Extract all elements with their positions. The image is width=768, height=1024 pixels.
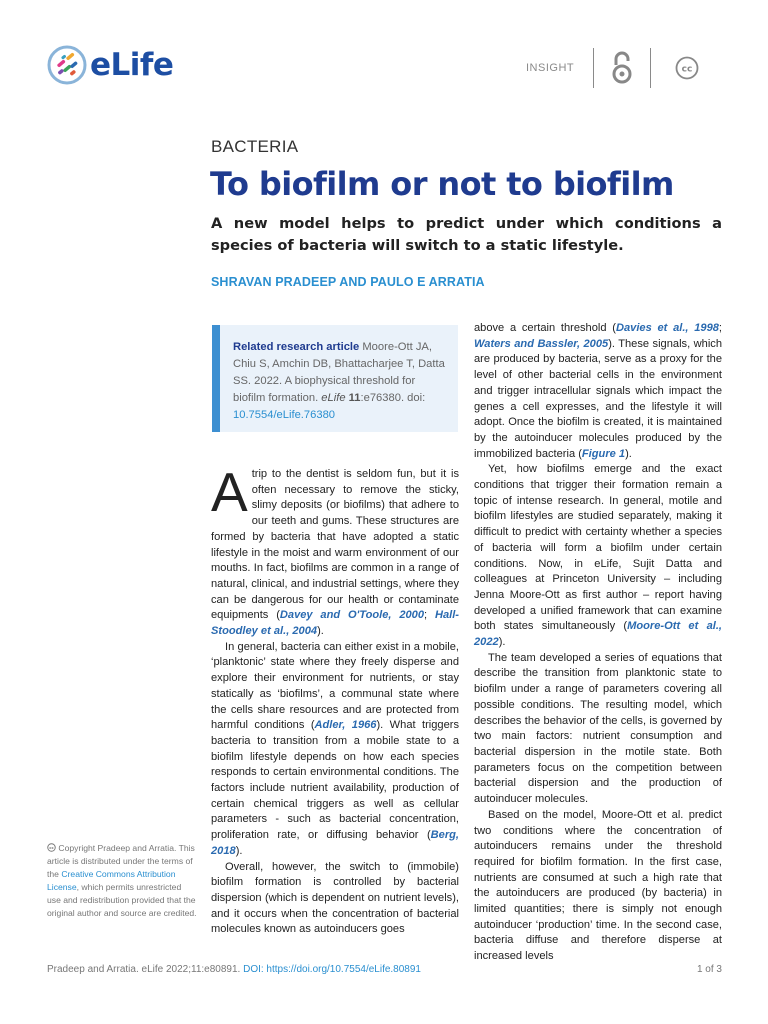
citation-link[interactable]: Davies et al., 1998 xyxy=(615,322,719,334)
footer-citation-text: Pradeep and Arratia. eLife 2022;11:e80891. xyxy=(47,964,244,975)
svg-text:cc: cc xyxy=(49,846,54,850)
copyright-notice xyxy=(47,842,197,920)
citation-link[interactable]: Berg, 2018 xyxy=(211,829,459,857)
svg-text:cc: cc xyxy=(681,64,693,75)
paragraph-text: Overall, however, the switch to (immobile) biofilm formation is controlled by bacterial dispersion (which is dependent on nutrient levels), and it occurs when the concentration of bacterial molecules known as autoinducers goes xyxy=(211,860,459,936)
paragraph-text: The team developed a series of equations that describe the transition from planktonic state to biofilm under a range of parameters covering all possible conditions. The resulting model, which describes the behavior of the cells, is governed by two main factors: nutrient consumption and bacterial dispersion in the motile state. Both parameters focus on the competition between bacterial dispersion and the production of autoinducer molecules. xyxy=(474,651,722,806)
paragraph xyxy=(474,462,722,650)
paragraph-text: ). xyxy=(317,625,324,638)
footer-citation xyxy=(47,964,421,975)
body-column-left xyxy=(211,461,460,938)
paragraph-text: ; xyxy=(718,322,722,334)
open-access-icon[interactable] xyxy=(610,50,634,86)
citation-link[interactable]: Moore-Ott et al., 2022 xyxy=(474,620,722,649)
copyright-text: , which permits unrestricted use and redistribution provided that the original author and source are credited. xyxy=(47,882,197,918)
paragraph xyxy=(474,651,722,808)
divider xyxy=(650,48,651,88)
paragraph-text: ; xyxy=(424,609,435,622)
paragraph-text: Based on the model, Moore-Ott et al. predict two conditions where the concentration of autoinducers remains under the threshold required for biofilm formation. In the first case, nutrients are consumed at such a high rate that the autoinducers are produced (by bacteria) in limited quantities; there is simply not enough autoinducer ‘production’ time. In the second case, bacteria diffuse and therefore disperse at increased levels xyxy=(474,808,722,963)
page-number: 1 of 3 xyxy=(696,964,722,975)
body-column-right xyxy=(474,321,722,965)
related-label: Related research article xyxy=(233,341,360,353)
related-journal: eLife xyxy=(321,392,346,404)
paragraph-text: In general, bacteria can either exist in a mobile, ‘planktonic’ state where they freely disperse and explore their environment for nutrients, or stay statically as ‘biofilms’, a communal state where the cells share resources and are protected from harmful conditions ( xyxy=(211,640,459,732)
creative-commons-icon xyxy=(47,843,56,852)
paragraph-text: ). What triggers bacteria to transition from a mobile state to a biofilm lifestyle depends on how each species responds to certain environmental conditions. The factors include nutrient availability, production of certain chemical triggers as well as cellular parameters - such as bacterial concentration, proliferation rate, or diffusing behavior ( xyxy=(211,719,460,842)
related-doi-link[interactable]: 10.7554/eLife.76380 xyxy=(233,409,336,421)
citation-link[interactable]: Adler, 1966 xyxy=(314,719,377,732)
paragraph-text: above a certain threshold ( xyxy=(474,322,616,334)
paragraph-text: trip to the dentist is seldom fun, but it is often necessary to remove the sticky, slimy deposits (or biofilms) that adhere to our teeth and gums. These structures are formed by bacteria that have adopted a static lifestyle in the moist and warm environment of our mouths. In fact, biofilms are common in a range of natural, clinical, and industrial settings, where they can be dangerous for our health or contaminate equipments ( xyxy=(211,468,459,622)
paragraph xyxy=(211,640,459,860)
paragraph xyxy=(474,321,722,462)
drop-cap: A xyxy=(211,461,248,523)
related-article-box xyxy=(212,325,458,432)
paragraph-text: Yet, how biofilms emerge and the exact conditions that trigger their formation remain a topic of intense research. In general, motile and biofilm lifestyles are studied separately, making it difficult to predict with certainty whether a species of bacteria will form a biofilm under certain conditions. Now, in eLife, Sujit Datta and colleagues at Princeton University – including Jenna Moore-Ott as first author – report having developed a unified framework that can examine both states simultaneously ( xyxy=(474,463,722,633)
paragraph xyxy=(474,808,722,965)
article-subtitle: A new model helps to predict under which conditions a species of bacteria will switch to a static lifestyle. xyxy=(211,215,722,254)
paragraph xyxy=(211,461,459,640)
copyright-text: Copyright Pradeep and Arratia. This article is distributed under the terms of the xyxy=(47,843,195,879)
citation-link[interactable]: Davey and O'Toole, 2000 xyxy=(279,609,425,622)
license-link[interactable]: Creative Commons Attribution License xyxy=(47,869,176,892)
creative-commons-icon[interactable] xyxy=(675,56,699,80)
citation-link[interactable]: Waters and Bassler, 2005 xyxy=(474,337,609,350)
elife-logo-icon xyxy=(47,45,87,85)
related-text: :e76380. doi: xyxy=(360,392,426,404)
article-type-label: INSIGHT xyxy=(526,62,575,74)
footer-doi-link[interactable]: DOI: https://doi.org/10.7554/eLife.80891 xyxy=(243,964,421,975)
paragraph-text: ). xyxy=(498,636,506,649)
header-badges xyxy=(526,48,699,88)
related-volume: 11 xyxy=(348,392,361,404)
article-title: To biofilm or not to biofilm xyxy=(210,165,674,203)
divider xyxy=(593,48,594,88)
paragraph-text: ). These signals, which are produced by bacteria, serve as a proxy for the level of other bacterial cells in the environment and trigger intracellular signals which impact the genes a cell expresses, and the lifestyle it will adopt. Once the biofilm is created, it is maintained by the autoinducer molecules produced by the immobilized bacteria ( xyxy=(474,337,723,460)
elife-logo[interactable] xyxy=(47,45,173,85)
figure-link[interactable]: Figure 1 xyxy=(581,447,626,460)
author-list[interactable]: SHRAVAN PRADEEP AND PAULO E ARRATIA xyxy=(211,275,485,289)
paragraph xyxy=(211,860,459,939)
citation-link[interactable]: Hall-Stoodley et al., 2004 xyxy=(211,609,459,638)
related-text: Moore-Ott JA, Chiu S, Amchin DB, Bhattacharjee T, Datta SS. 2022. A biophysical threshold for biofilm formation. xyxy=(233,341,445,404)
subject-kicker: BACTERIA xyxy=(211,137,299,156)
logo-text: eLife xyxy=(90,47,174,83)
paragraph-text: ). xyxy=(625,447,632,460)
paragraph-text: ). xyxy=(235,844,243,857)
